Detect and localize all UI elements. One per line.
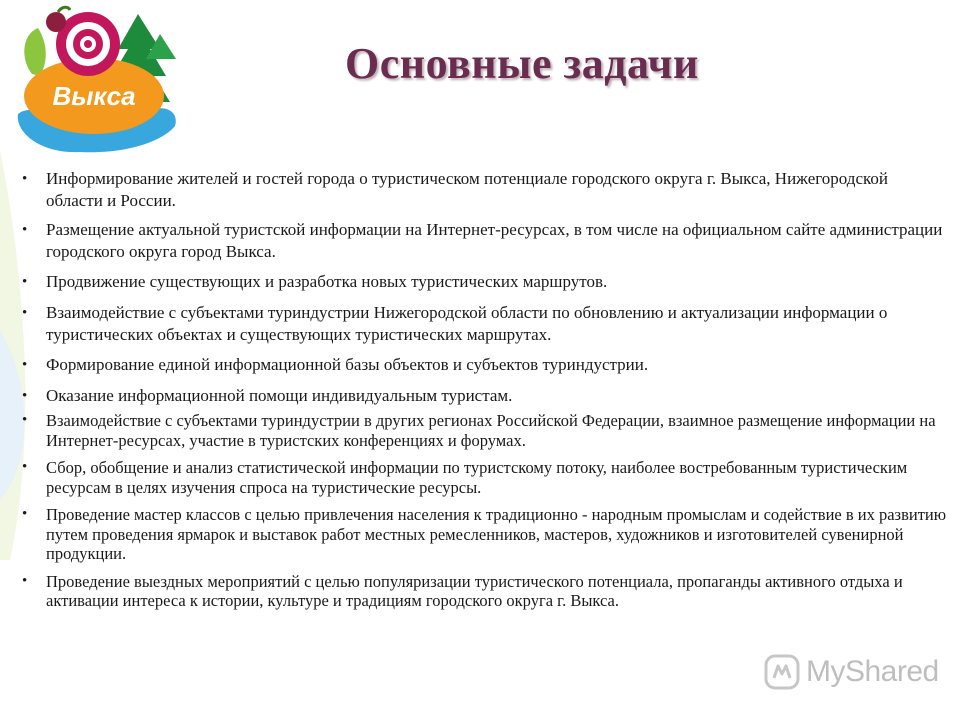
myshared-logo-icon	[764, 654, 800, 690]
list-item: • Информирование жителей и гостей города о туристическом потенциале городского округа г. Выкса, Нижегородской области и России.	[22, 168, 947, 212]
list-item: • Проведение выездных мероприятий с целью популяризации туристического потенциала, пропаганды активного отдыха и активации интереса к истории, культуре и традициям городского округа г. Выкса.	[22, 572, 947, 611]
list-item: • Взаимодействие с субъектами туриндустрии Нижегородской области по обновлению и актуализации информации о туристических объектах и существующих туристических маршрутах.	[22, 302, 947, 346]
vyksa-logo	[10, 4, 180, 154]
watermark	[764, 652, 939, 692]
logo-text: Выкса	[52, 81, 136, 111]
list-item: • Проведение мастер классов с целью привлечения населения к традиционно - народным промыслам и содействие в их развитию путем проведения ярмарок и выставок работ местных ремесленников, мастеров, художников и изготовителей сувенирной продукции.	[22, 505, 947, 564]
tasks-list	[22, 168, 947, 611]
list-item: • Продвижение существующих и разработка новых туристических маршрутов.	[22, 271, 947, 293]
watermark-text: MyShared	[806, 655, 939, 688]
list-item: • Взаимодействие с субъектами туриндустрии в других регионах Российской Федерации, взаимное размещение информации на Интернет-ресурсах, участие в туристских конференциях и форумах.	[22, 411, 947, 450]
list-item: • Оказание информационной помощи индивидуальным туристам.	[22, 385, 947, 407]
list-item: • Формирование единой информационной базы объектов и субъектов туриндустрии.	[22, 354, 947, 376]
list-item: • Размещение актуальной туристской информации на Интернет-ресурсах, в том числе на официальном сайте администрации городского округа город Выкса.	[22, 219, 947, 263]
page-title: Основные задачи	[345, 39, 699, 88]
list-item: • Сбор, обобщение и анализ статистической информации по туристскому потоку, наиболее востребованным туристическим ресурсам в целях изучения спроса на туристические ресурсы.	[22, 458, 947, 497]
